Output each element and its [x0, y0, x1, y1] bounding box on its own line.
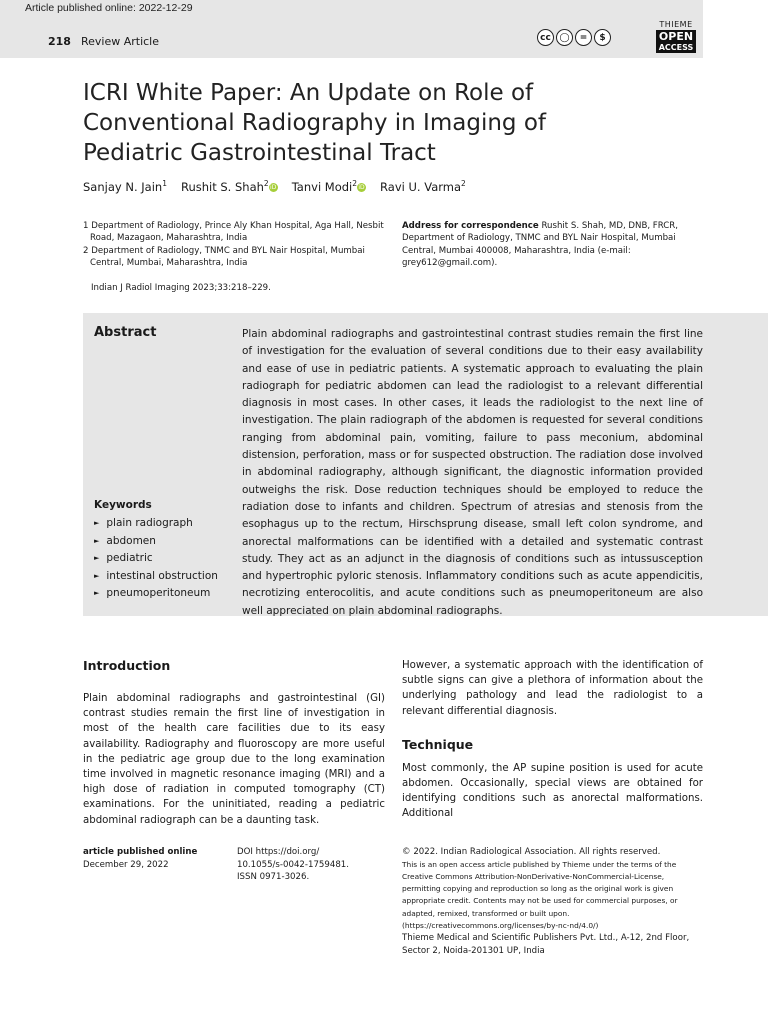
introduction-text: Plain abdominal radiographs and gastrointestinal (GI) contrast studies remain the first line of investigation in most of the health care facilities due to its easy availability. Radiography and fluoroscopy are more useful in the pediatric age group due to the long examination time involved in magnetic resonance imaging (MRI) and a high dose of radiation in computed tomography (CT) examinations. For the uninitiated, reading a pediatric abdominal radiograph can be a daunting task. — [83, 693, 385, 826]
author-list — [83, 179, 466, 194]
correspondence-text: Rushit S. Shah, MD, DNB, FRCR, Department of Radiology, TNMC and BYL Nair Hospital, Mumbai Central, Mumbai 400008, Maharashtra, India (e-mail: grey612@gmail.com). — [402, 221, 678, 268]
technique-heading: Technique — [402, 736, 474, 752]
license-text: This is an open access article published by Thieme under the terms of the Creative Commons Attribution-NonDerivative-NonCommercial-License, permitting copying and reproduction so long as the original work is given appropriate credit. Contents may not be used for commercial purposes, or adapted, remixed, transformed or built upon. (https://creativecommons.org/licenses/by-nc-nd/4.0/) — [402, 859, 678, 930]
column-left — [83, 658, 385, 828]
correspondence-label: Address for correspondence — [402, 221, 539, 231]
copyright: © 2022. Indian Radiological Association. All rights reserved. — [402, 847, 661, 857]
keyword-item[interactable]: ► pediatric — [94, 550, 218, 568]
license-icons[interactable] — [537, 29, 611, 46]
author[interactable]: Sanjay N. Jain$^1$ — [83, 179, 167, 194]
online-date: December 29, 2022 — [83, 859, 169, 870]
doi-value: 10.1055/s-0042-1759481. — [237, 859, 349, 870]
online-label: article published online — [83, 847, 198, 857]
page-number: 218 — [48, 35, 71, 48]
column-right — [402, 658, 703, 822]
doi-link[interactable]: DOI https://doi.org/ — [237, 847, 320, 857]
orcid-icon[interactable]: iD — [270, 183, 277, 191]
keyword-item[interactable]: ► abdomen — [94, 533, 218, 551]
technique-text: Most commonly, the AP supine position is used for acute abdomen. Occasionally, special views are obtained for identifying conditions such as anorectal malformations. Additional — [402, 762, 703, 820]
abstract-box — [83, 313, 768, 616]
keyword-item[interactable]: ► plain radiograph — [94, 515, 218, 533]
keywords-list — [94, 515, 218, 603]
doi-info — [237, 846, 349, 884]
publisher-address: Thieme Medical and Scientific Publishers Pvt. Ltd., A-12, 2nd Floor, Sector 2, Noida-201301 UP, India — [402, 933, 690, 956]
issn: ISSN 0971-3026. — [237, 872, 310, 882]
affiliation: 1 Department of Radiology, Prince Aly Khan Hospital, Aga Hall, Nesbit Road, Mazagaon, Maharashtra, India — [83, 221, 384, 244]
thieme-open-access-logo: THIEME OPEN ACCESS — [656, 20, 696, 53]
article-title: ICRI White Paper: An Update on Role of Conventional Radiography in Imaging of Pediatric Gastrointestinal Tract — [83, 80, 546, 166]
affiliation: 2 Department of Radiology, TNMC and BYL Nair Hospital, Mumbai Central, Mumbai, Maharashtra, India — [83, 245, 365, 268]
abstract-heading: Abstract — [94, 325, 157, 340]
orcid-icon[interactable]: iD — [358, 183, 365, 191]
published-date: Article published online: 2022-12-29 — [25, 2, 193, 14]
citation: Indian J Radiol Imaging 2023;33:218–229. — [91, 283, 271, 293]
keyword-item[interactable]: ► intestinal obstruction — [94, 568, 218, 586]
affiliations — [83, 220, 388, 269]
keywords-heading: Keywords — [94, 499, 152, 511]
introduction-heading: Introduction — [83, 658, 171, 673]
article-type: Review Article — [80, 35, 159, 48]
author[interactable]: Rushit S. Shah$^2$iD — [180, 179, 277, 194]
by-icon: ◯ — [556, 29, 573, 46]
continuation-text: However, a systematic approach with the identification of subtle signs can give a plethora of information about the underlying pathology and lead the radiologist to a relevant differential diagnosis. — [402, 660, 703, 717]
nd-icon: = — [575, 29, 592, 46]
keyword-item[interactable]: ► pneumoperitoneum — [94, 585, 218, 603]
nc-icon: $ — [594, 29, 611, 46]
author[interactable]: Ravi U. Varma$^2$ — [380, 179, 466, 194]
correspondence — [402, 220, 702, 269]
copyright-info — [402, 846, 702, 957]
cc-icon: cc — [537, 29, 554, 46]
page-header — [48, 35, 159, 48]
author[interactable]: Tanvi Modi$^2$iD — [291, 179, 365, 194]
online-publication-info — [83, 846, 197, 871]
header-bar — [0, 0, 703, 58]
abstract-text: Plain abdominal radiographs and gastrointestinal contrast studies remain the first line of investigation for the evaluation of several conditions due to their easy availability and ease of use in pediatric patients. A systematic approach to evaluating the plain radiograph for pediatric abdomen can lead the radiologist to a relevant differential diagnosis in most cases. In other cases, it leads the radiologist to the next line of investigation. The plain radiograph of the abdomen is requested for several conditions ranging from abdominal pain, vomiting, failure to pass meconium, abdominal distension, perforation, mass or for suspected obstruction. The radiation dose involved in abdominal radiography, although significant, the diagnostic information provided outweighs the risk. Dose reduction techniques should be employed to reduce the radiation dose to infants and children. Spectrum of atresias and stenosis from the esophagus up to the rectum, Hirschsprung disease, small left colon syndrome, and anorectal malformations can be identified with a detailed and systematic contrast study. They act as an adjunct in the diagnosis of conditions such as intussusception and hypertrophic pyloric stenosis. Inflammatory conditions such as acute appendicitis, necrotizing enterocolitis, and acute conditions such as pneumoperitoneum are also well appreciated on plain abdominal radiographs. — [242, 328, 703, 617]
